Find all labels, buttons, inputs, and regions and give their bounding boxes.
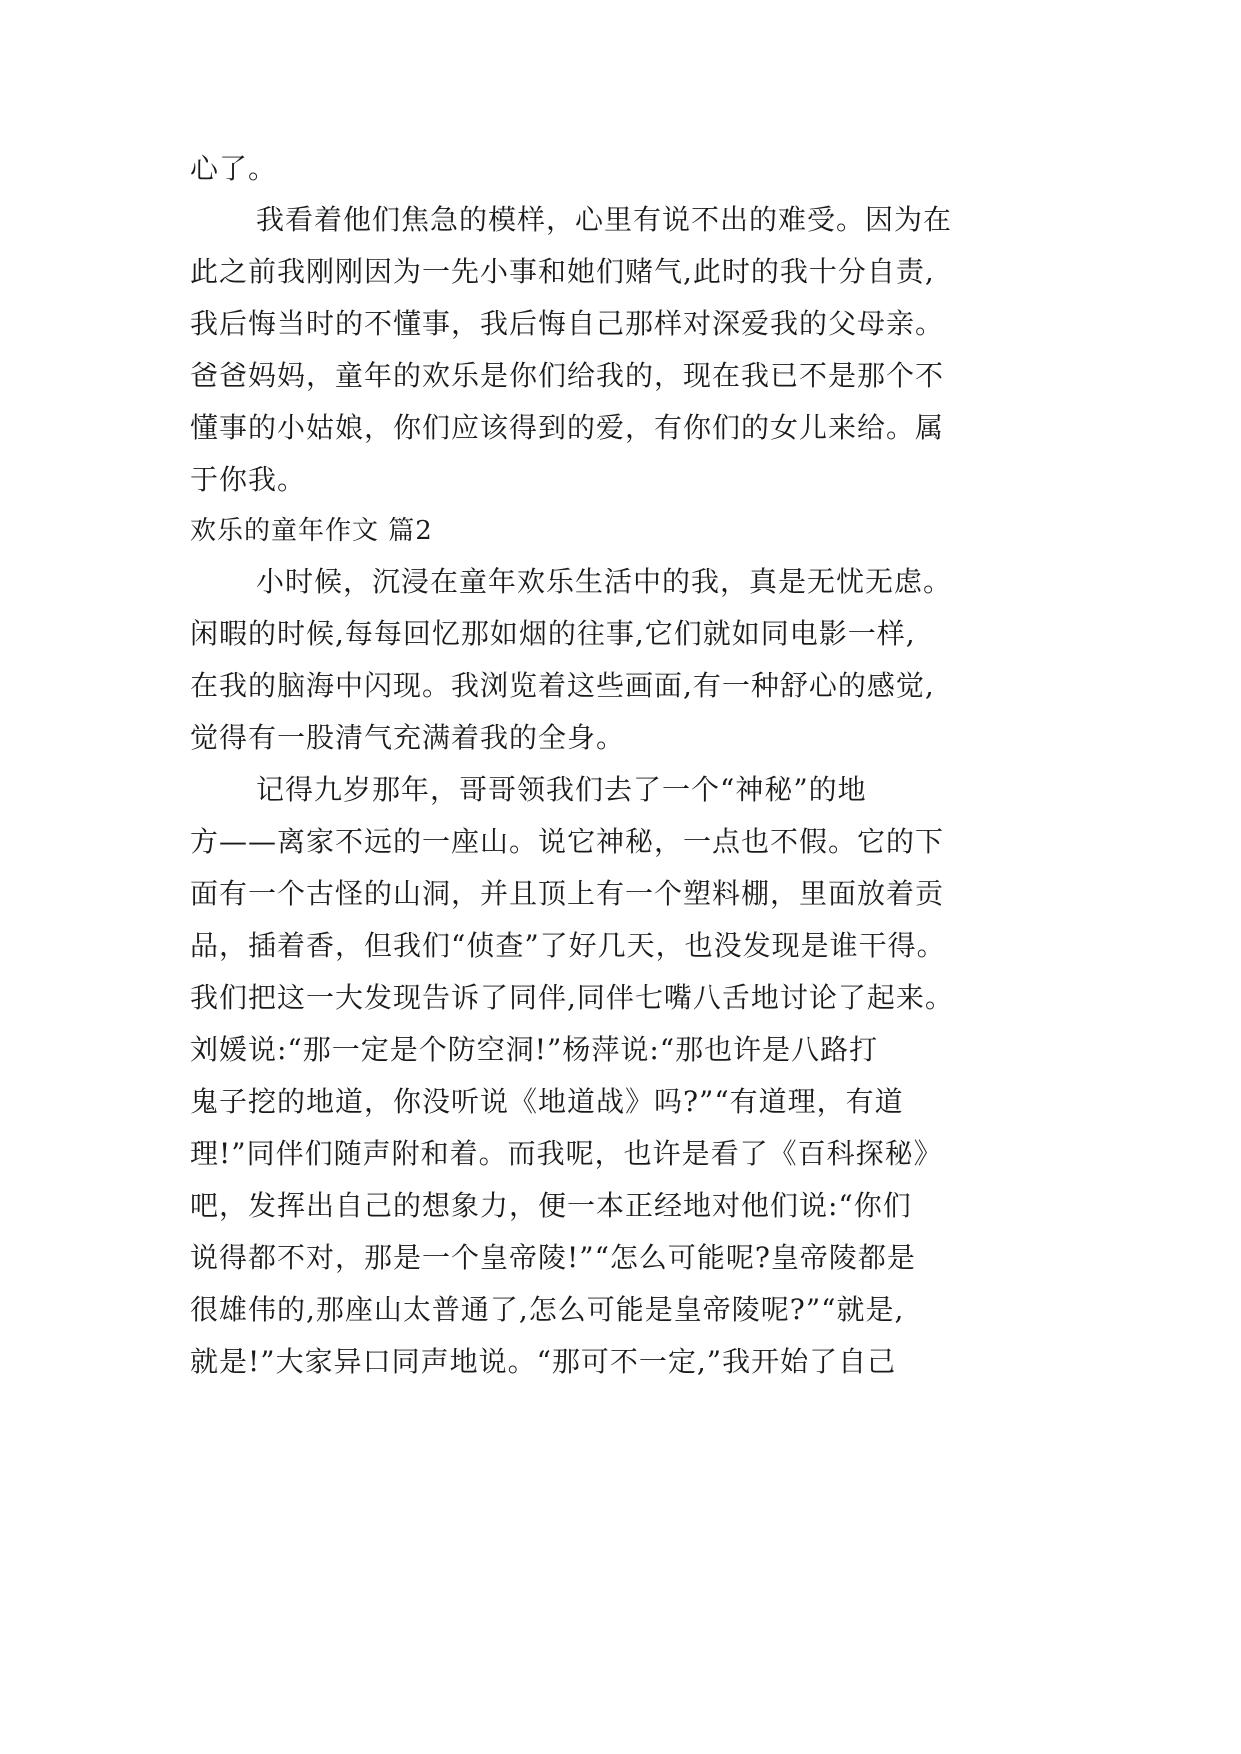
text-line: 品，插着香，但我们“侦查”了好几天，也没发现是谁干得。 — [190, 929, 946, 962]
paragraph-start-line: 我看着他们焦急的模样，心里有说不出的难受。因为在 — [256, 203, 953, 236]
text-line: 面有一个古怪的山洞，并且顶上有一个塑料棚，里面放着贡 — [190, 877, 945, 910]
text-line: 此之前我刚刚因为一先小事和她们赌气,此时的我十分自责, — [190, 255, 935, 288]
text-line: 鬼子挖的地道，你没听说《地道战》吗?”“有道理，有道 — [190, 1085, 904, 1118]
text-line: 闲暇的时候,每每回忆那如烟的往事,它们就如同电影一样, — [190, 617, 916, 650]
text-line: 我们把这一大发现告诉了同伴,同伴七嘴八舌地讨论了起来。 — [190, 981, 954, 1014]
text-line: 在我的脑海中闪现。我浏览着这些画面,有一种舒心的感觉, — [190, 669, 935, 702]
text-line: 很雄伟的,那座山太普通了,怎么可能是皇帝陵呢?”“就是, — [190, 1293, 905, 1326]
text-line: 我后悔当时的不懂事，我后悔自己那样对深爱我的父母亲。 — [190, 307, 945, 340]
text-line: 爸爸妈妈，童年的欢乐是你们给我的，现在我已不是那个不 — [190, 359, 945, 392]
text-line: 方——离家不远的一座山。说它神秘，一点也不假。它的下 — [190, 825, 945, 858]
text-line: 懂事的小姑娘，你们应该得到的爱，有你们的女儿来给。属 — [190, 411, 945, 444]
text-line: 理!”同伴们随声附和着。而我呢，也许是看了《百科探秘》 — [190, 1137, 943, 1170]
text-line: 就是!”大家异口同声地说。“那可不一定,”我开始了自己 — [190, 1345, 897, 1378]
paragraph-start-line: 记得九岁那年，哥哥领我们去了一个“神秘”的地 — [256, 773, 867, 806]
paragraph-start-line: 小时候，沉浸在童年欢乐生活中的我，真是无忧无虑。 — [256, 565, 953, 598]
section-heading: 欢乐的童年作文 篇2 — [190, 516, 433, 546]
text-line: 刘媛说:“那一定是个防空洞!”杨萍说:“那也许是八路打 — [190, 1033, 879, 1066]
text-line: 吧，发挥出自己的想象力，便一本正经地对他们说:“你们 — [190, 1189, 912, 1222]
text-line: 觉得有一股清气充满着我的全身。 — [190, 721, 626, 754]
text-line: 说得都不对，那是一个皇帝陵!”“怎么可能呢?皇帝陵都是 — [190, 1241, 916, 1274]
text-line: 于你我。 — [190, 463, 307, 496]
text-line: 心了。 — [190, 152, 278, 185]
